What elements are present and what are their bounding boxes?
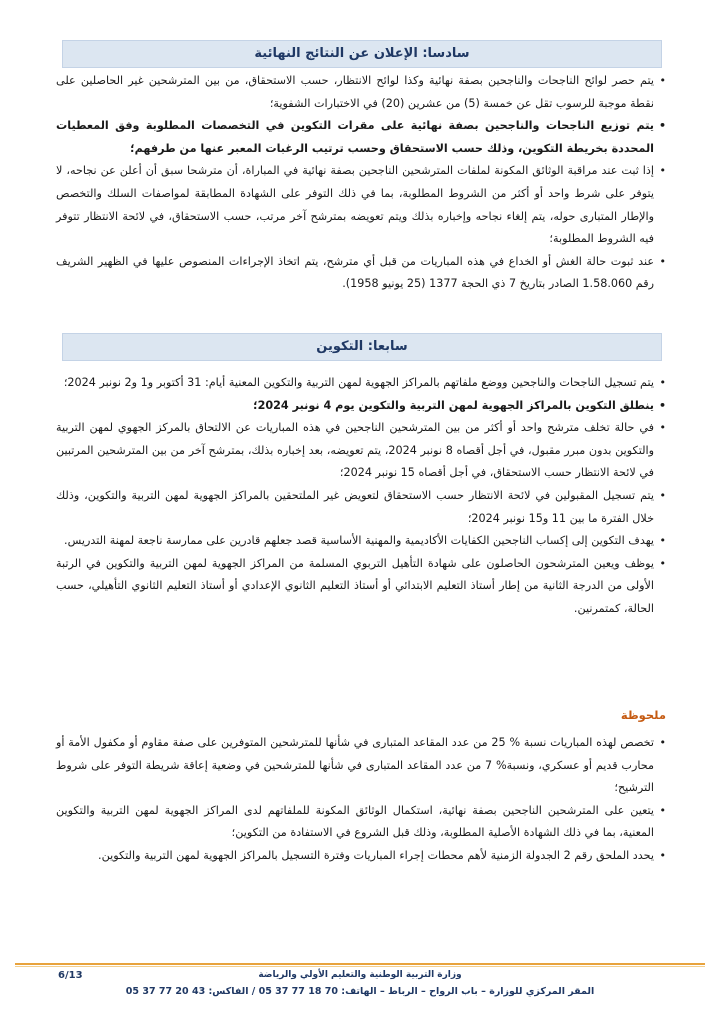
list-item [56, 372, 666, 395]
list-item [56, 70, 666, 115]
list-item-text: يتم تسجيل الناجحات والناجحين ووضع ملفاتهم بالمراكز الجهوية لمهن التربية والتكوين المعنية أيام: 31 أكتوبر و1 و2 نونبر 2024؛ [63, 376, 654, 389]
page-number: 6/13 [58, 970, 83, 981]
list-item-text: يتم تسجيل المقبولين في لائحة الانتظار حسب الاستحقاق لتعويض غير الملتحقين بالمراكز الجهوية لمهن التربية والتكوين، وذلك خلال الفترة ما بين 11 و15 نونبر 2024؛ [56, 488, 654, 525]
list-item [56, 115, 666, 160]
list-item-text: تخصص لهذه المباريات نسبة % 25 من عدد المقاعد المتبارى في شأنها للمترشحين المتوفرين على صفة مقاوم أو مكفول الأمة أو محارب قديم أو عسكري، ونسبة% 7 من عدد المقاعد المتبارى في شأنها للمترشحين في وضعية إعاقة شريطة التوفر على شروط الترشيح؛ [56, 736, 654, 795]
list-item [56, 160, 666, 250]
list-item-text: يتم توزيع الناجحات والناجحين بصفة نهائية على مقرات التكوين في التخصصات المطلوبة وفق المعطيات المحددة بخريطة التكوين، وذلك حسب الاستحقاق وحسب ترتيب الرغبات المعبر عنها من طرفهم؛ [56, 119, 654, 155]
bullet-icon: • [659, 736, 666, 749]
section-7-header: سابعا: التكوين [62, 333, 662, 361]
bullet-icon: • [659, 848, 666, 862]
bullet-icon: • [658, 398, 666, 412]
bullet-icon: • [659, 556, 666, 570]
bullet-icon: • [659, 488, 666, 502]
list-item-text: في حالة تخلف مترشح واحد أو أكثر من بين المترشحين الناجحين في هذه المباريات عن الالتحاق بالمركز الجهوي لمهن التربية والتكوين بدون مبرر مقبول، في أجل أقصاه 8 نونبر 2024، يتم تعويضه، بعد إخباره بذلك، بمترشح آخر من بين المترشحين المرتبين في لائحة الانتظار حسب الاستحقاق، في أجل أقصاه 15 نونبر 2024؛ [56, 421, 655, 480]
list-item-text: يتم حصر لوائح الناجحات والناجحين بصفة نهائية وكذا لوائح الانتظار، حسب الاستحقاق، من بين المترشحين غير الحاصلين على نقطة موجبة للرسوب تقل عن خمسة (5) من عشرين (20) في الاختبارات الشفوية؛ [56, 74, 654, 110]
list-item-text: إذا ثبت عند مراقبة الوثائق المكونة لملفات المترشحين الناجحين بصفة نهائية في المباراة، أن مترشحا سبق أن أعلن عن نجاحه، لا يتوفر على شرط واحد أو أكثر من الشروط المطلوبة، بما في ذلك التوفر على الشهادة المطابقة لمواصفات السلك والتخصص والإطار المتبارى حوله، يتم إلغاء نجاحه وإخباره بذلك ويتم تعويضه بمترشح آخر مرتب، حسب الاستحقاق، في لائحة الانتظار تتوفر فيه الشروط المطلوبة؛ [56, 164, 654, 246]
list-item-text: يحدد الملحق رقم 2 الجدولة الزمنية لأهم محطات إجراء المباريات وفترة التسجيل بالمراكز الجهوية لمهن التربية والتكوين. [98, 848, 654, 862]
section-6-list [56, 70, 666, 296]
list-item [56, 553, 666, 621]
note-title: ملحوظة [620, 708, 666, 722]
bullet-icon: • [659, 421, 666, 435]
list-item-text: ينطلق التكوين بالمراكز الجهوية لمهن التربية والتكوين يوم 4 نونبر 2024؛ [253, 398, 654, 412]
note-list [56, 732, 666, 868]
bullet-icon: • [659, 376, 666, 389]
list-item [56, 800, 666, 845]
footer-divider-thin [15, 966, 705, 967]
list-item-text: يهدف التكوين إلى إكساب الناجحين الكفايات الأكاديمية والمهنية الأساسية قصد جعلهم قادرين على ممارسة ناجعة لمهنة التدريس. [64, 534, 654, 548]
list-item [56, 530, 666, 553]
footer-address: المقر المركزي للوزارة – باب الرواح – الرباط – الهاتف: 70 18 77 37 05 / الفاكس: 43 20 77 37 05 [125, 986, 595, 997]
list-item [56, 845, 666, 868]
section-6-header: سادسا: الإعلان عن النتائج النهائية [62, 40, 662, 68]
list-item [56, 417, 666, 485]
section-7-list [56, 372, 666, 621]
footer-ministry: وزارة التربية الوطنية والتعليم الأولي والرياضة [258, 970, 462, 980]
bullet-icon: • [659, 164, 666, 178]
bullet-icon: • [659, 74, 666, 87]
bullet-icon: • [659, 803, 666, 817]
list-item [56, 395, 666, 418]
list-item-text: يتعين على المترشحين الناجحين بصفة نهائية، استكمال الوثائق المكونة للملفاتهم لدى المراكز الجهوية لمهن التربية والتكوين المعنية، بما في ذلك الشهادة الأصلية المطلوبة، وذلك قبل الشروع في الاستفادة من التكوين؛ [56, 803, 654, 840]
list-item-text: يوظف ويعين المترشحون الحاصلون على شهادة التأهيل التربوي المسلمة من المراكز الجهوية لمهن التربية والتكوين في الرتبة الأولى من الدرجة الثانية من إطار أستاذ التعليم الابتدائي أو أستاذ التعليم الثانوي الإعدادي أو أستاذ التعليم الثانوي التأهيلي، حسب الحالة، كمتمرنين. [56, 556, 654, 615]
list-item-text: عند ثبوت حالة الغش أو الخداع في هذه المباريات من قبل أي مترشح، يتم اتخاذ الإجراءات المنصوص عليها في الظهير الشريف رقم 1.58.060 الصادر بتاريخ 7 ذي الحجة 1377 (25 يونيو 1958). [56, 254, 654, 291]
bullet-icon: • [659, 254, 666, 268]
bullet-icon: • [659, 534, 666, 548]
footer-divider [15, 963, 705, 965]
bullet-icon: • [658, 119, 666, 133]
list-item [56, 485, 666, 530]
list-item [56, 732, 666, 800]
list-item [56, 251, 666, 296]
